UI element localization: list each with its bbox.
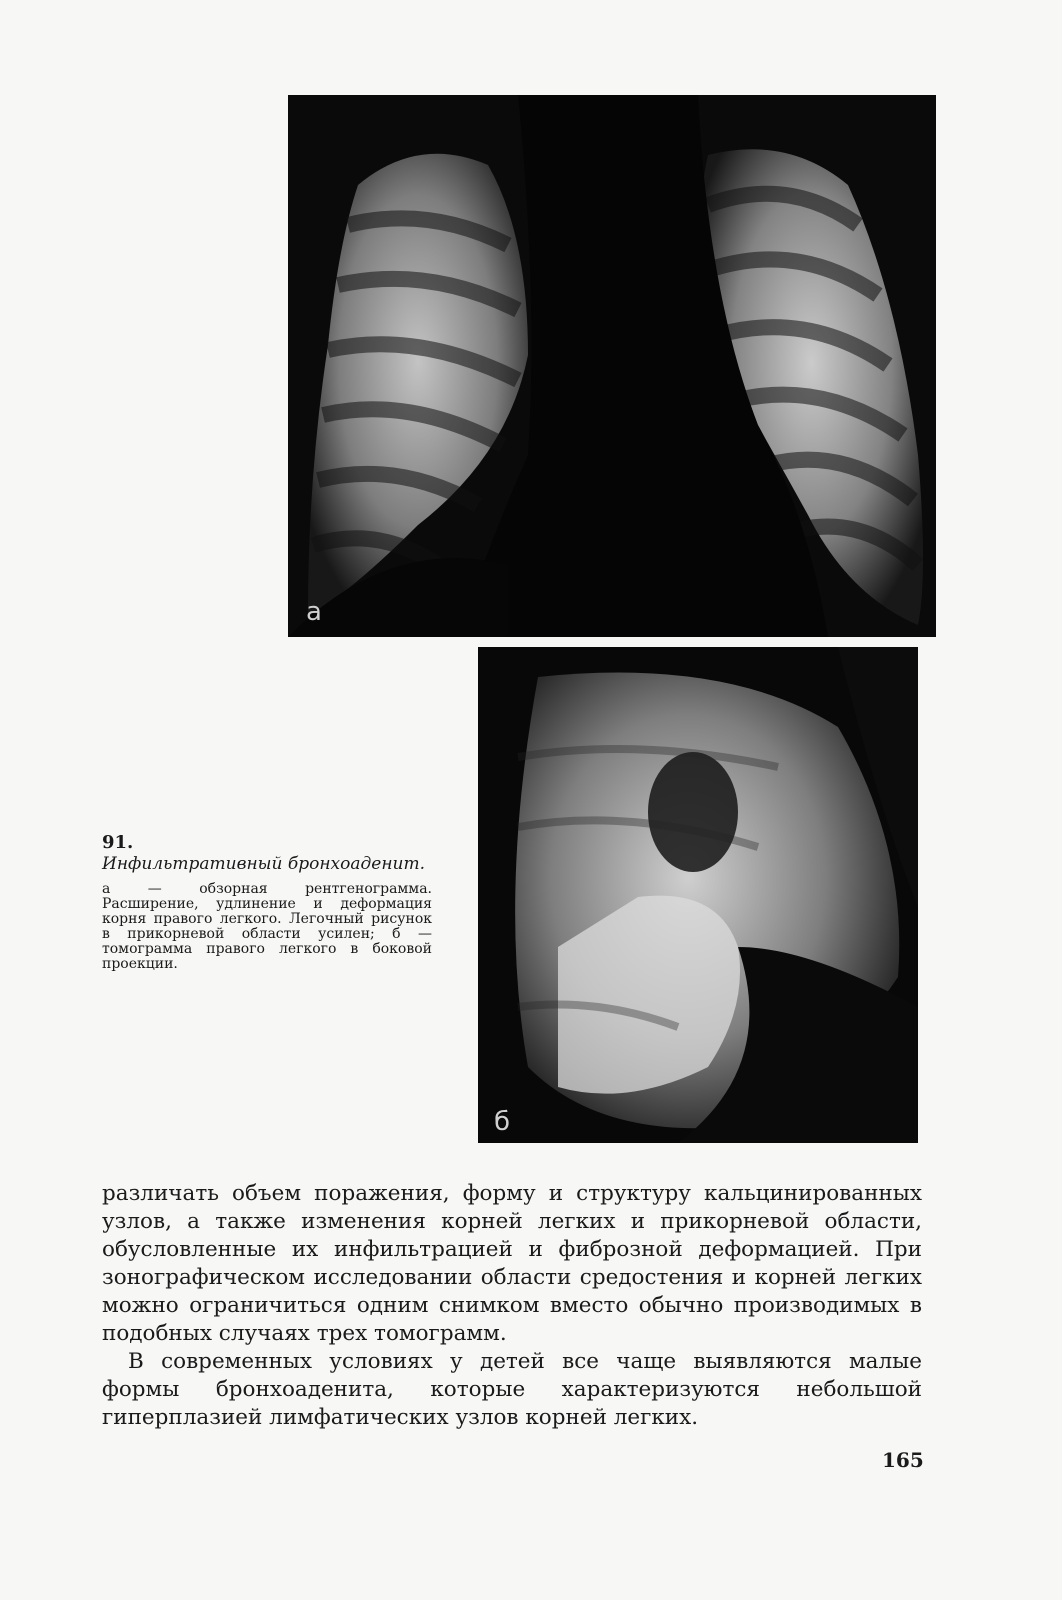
page-number: 165 — [882, 1448, 924, 1472]
body-text — [102, 1180, 922, 1432]
figure-description: а — обзорная рентгенограмма. Расширение, удлинение и деформация корня правого легкого. Легочный рисунок в прикорневой области усилен; б — томограмма правого легкого в боковой проекции. — [102, 881, 432, 972]
figure-title: Инфильтративный бронхоаденит. — [102, 854, 426, 874]
figure-caption — [102, 832, 432, 972]
xray-image-a — [288, 95, 936, 637]
panel-a-label: а — [306, 597, 322, 627]
xray-a-graphic — [288, 95, 936, 637]
paragraph-2: В современных условиях у детей все чаще выявляются малые формы бронхоаденита, которые характеризуются небольшой гиперплазией лимфатических узлов корней легких. — [102, 1349, 922, 1430]
xray-b-graphic — [478, 647, 918, 1143]
paragraph-1: различать объем поражения, форму и структуру кальцинированных узлов, а также изменения корней легких и прикорневой области, обусловленные их инфильтрацией и фиброзной деформацией. При зонографическом исследовании области средостения и корней легких можно ограничиться одним снимком вместо обычно производимых в подобных случаях трех томограмм. — [102, 1181, 922, 1346]
panel-b-label: б — [494, 1107, 511, 1137]
xray-image-b — [478, 647, 918, 1143]
figure-number: 91. — [102, 832, 134, 853]
